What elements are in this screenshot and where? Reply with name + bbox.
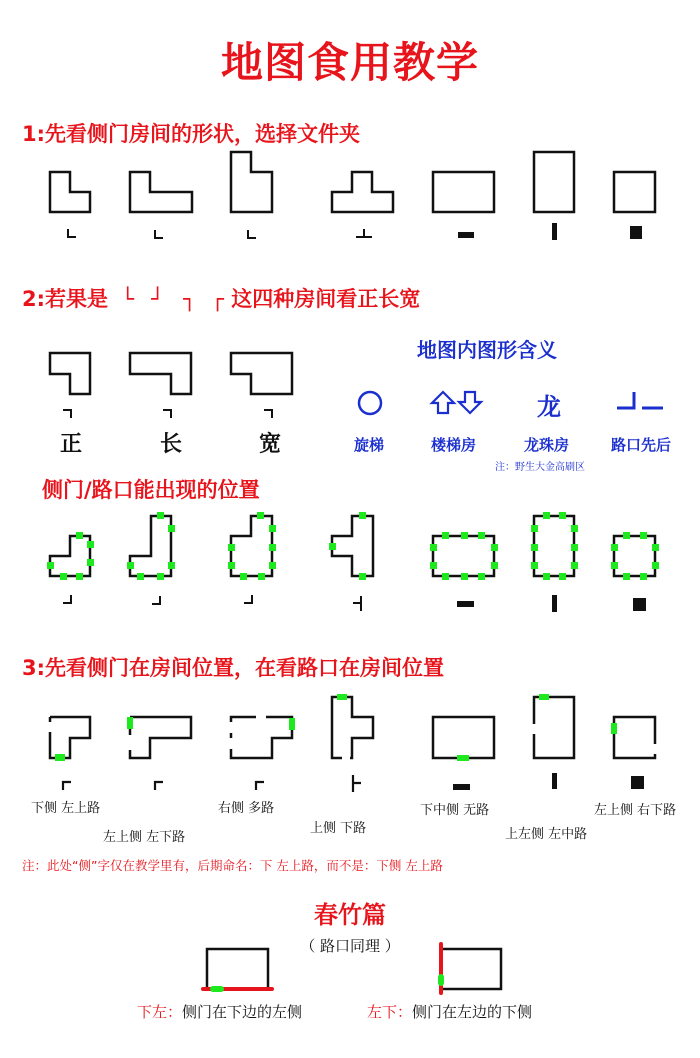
side-door-markers — [55, 694, 617, 761]
legend-label-dragon-ball-room: 龙珠房 — [524, 436, 570, 454]
folder-icon-tee-up — [356, 229, 372, 237]
glyph-corner: ┘ — [151, 287, 164, 311]
folder-icon-tee-left — [353, 596, 361, 611]
pos-room-rect-wide — [433, 536, 494, 576]
folder-icon-bar-vertical — [552, 773, 557, 789]
label-zheng: 正 — [60, 432, 83, 457]
pos-room-t — [332, 516, 373, 576]
folder-icon-bar-horizontal — [457, 601, 474, 607]
legend-label-spiral-stairs: 旋梯 — [354, 436, 385, 454]
label-chang: 长 — [160, 432, 183, 457]
folder-icon-corner-br — [63, 595, 71, 603]
junction-order-icon — [617, 392, 663, 408]
folder-icon-corner-tr — [163, 410, 171, 418]
dragon-icon: 龙 — [537, 393, 561, 421]
caption-7: 左上侧 右下路 — [594, 803, 677, 818]
caption-4: 上侧 下路 — [310, 821, 367, 836]
room-l-wide — [130, 172, 192, 212]
example-left-bottom — [367, 1001, 532, 1022]
circle-icon — [359, 392, 381, 414]
caption-6: 上左侧 左中路 — [505, 827, 588, 842]
step2-prefix: 2:若果是 — [22, 287, 109, 311]
glyph-corner: ┐ — [183, 287, 196, 311]
folder-icon-bar-horizontal — [458, 232, 474, 238]
legend-heading: 地图内图形含义 — [417, 338, 557, 362]
folder-icon-corner-br — [152, 596, 160, 604]
caption-1: 下侧 左上路 — [31, 801, 101, 816]
example-key: 下左： — [137, 1003, 183, 1021]
step3-heading: 3:先看侧门在房间位置，在看路口在房间位置 — [22, 656, 445, 680]
room-t-shape — [332, 172, 393, 212]
caption-5: 下中侧 无路 — [420, 803, 490, 818]
folder-icon-corner-bl — [155, 230, 163, 238]
down-arrow-icon — [459, 392, 481, 413]
pos-room-square — [614, 536, 655, 576]
example-desc: 侧门在下边的左侧 — [182, 1003, 303, 1021]
room-rect-tall — [534, 152, 574, 212]
legend-note: 注：野生大金高刷区 — [495, 462, 585, 473]
glyph-corner: ┌ — [211, 287, 224, 311]
pos-room-l-tall — [130, 516, 171, 576]
example-desc: 侧门在左边的下侧 — [412, 1003, 533, 1021]
room-rect-wide — [433, 172, 494, 212]
step2-suffix: 这四种房间看正长宽 — [231, 287, 421, 311]
pos-room-l-small — [50, 536, 90, 576]
chunzhu-heading: 春竹篇 — [314, 901, 386, 929]
room-square — [614, 172, 655, 212]
folder-icon-tee-right — [353, 775, 361, 792]
folder-icon-corner-tl — [256, 782, 264, 790]
label-kuan: 宽 — [259, 432, 282, 457]
room-zheng — [50, 353, 90, 394]
folder-icon-corner-tl — [155, 782, 163, 790]
folder-icon-corner-tr — [63, 410, 71, 418]
room-l-tall — [231, 152, 272, 212]
legend-label-stair-room: 楼梯房 — [431, 436, 477, 454]
room-kuan — [231, 353, 292, 394]
folder-icon-bar-horizontal — [453, 784, 470, 790]
folder-icon-corner-br — [244, 595, 252, 603]
example-bottom-left — [137, 1001, 302, 1022]
glyph-corner: └ — [121, 287, 134, 311]
folder-icon-block-square — [633, 598, 646, 611]
folder-icon-corner-tl — [63, 782, 71, 790]
folder-icon-bar-vertical — [552, 223, 557, 240]
page-title: 地图食用教学 — [220, 38, 479, 87]
room-l-small — [50, 172, 90, 212]
folder-icon-corner-tr — [264, 410, 272, 418]
folder-icon-corner-bl — [68, 229, 76, 237]
folder-icon-corner-bl — [248, 230, 256, 238]
chunzhu-subheading: （ 路口同理 ） — [300, 937, 400, 955]
step3-note: 注：此处“侧”字仅在教学里有，后期命名：下 左上路，而不是：下侧 左上路 — [22, 858, 443, 873]
pos-room-l-wide-tall — [231, 516, 272, 576]
caption-3: 右侧 多路 — [218, 801, 275, 816]
caption-2: 左上侧 左下路 — [103, 830, 186, 845]
step1-heading: 1:先看侧门房间的形状，选择文件夹 — [22, 122, 361, 146]
folder-icon-bar-vertical — [552, 595, 557, 612]
room-chang — [130, 353, 191, 394]
folder-icon-block-square — [630, 226, 642, 239]
folder-icon-block-square — [631, 776, 644, 789]
up-arrow-icon — [432, 392, 454, 413]
example-key: 左下： — [367, 1003, 413, 1021]
pos-room-rect-tall — [534, 516, 574, 576]
positions-heading: 侧门/路口能出现的位置 — [42, 478, 260, 502]
legend-label-junction-order: 路口先后 — [611, 436, 672, 454]
step2-heading — [22, 283, 420, 313]
